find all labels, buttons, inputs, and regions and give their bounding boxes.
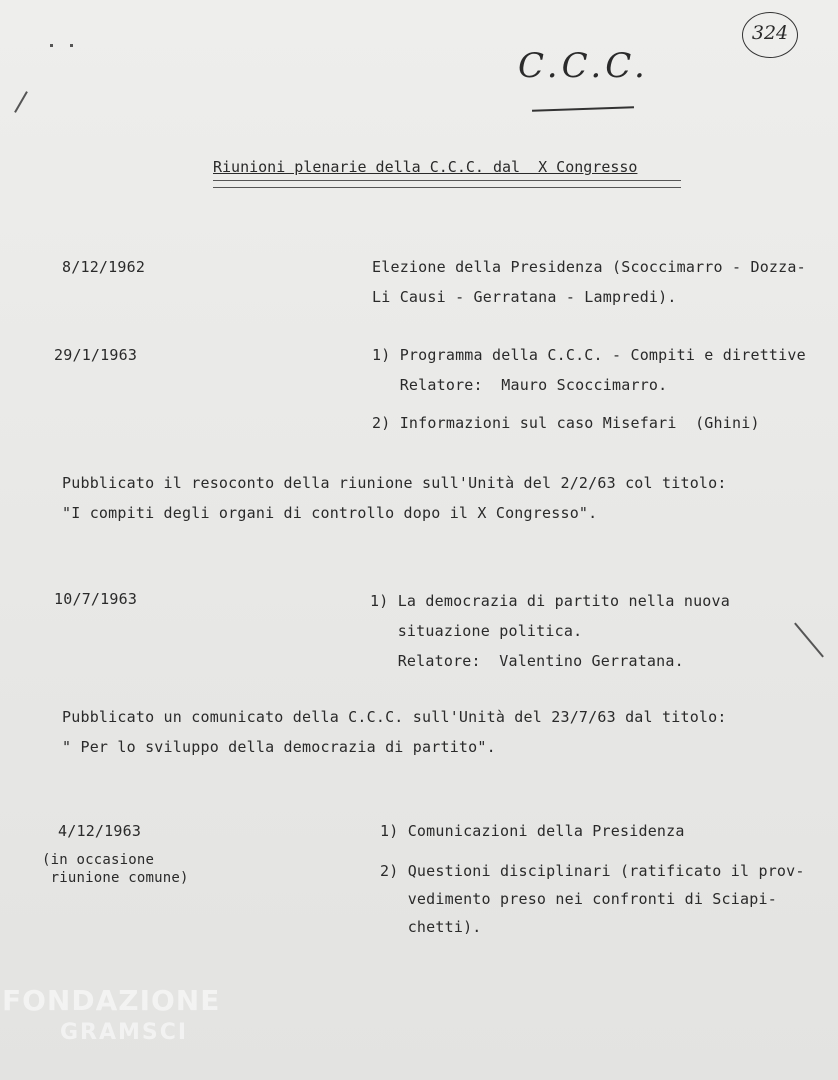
handwritten-underline: [532, 106, 634, 112]
page-title: Riunioni plenarie della C.C.C. dal X Congresso: [213, 158, 638, 176]
entry-line: Li Causi - Gerratana - Lampredi).: [372, 288, 677, 306]
entry-line: 2) Questioni disciplinari (ratificato il prov-: [380, 862, 805, 880]
entry-note: " Per lo sviluppo della democrazia di partito".: [62, 738, 496, 756]
entry-note: Pubblicato un comunicato della C.C.C. sull'Unità del 23/7/63 dal titolo:: [62, 708, 727, 726]
watermark-logo: FONDAZIONE: [2, 984, 221, 1017]
entry-note: "I compiti degli organi di controllo dopo il X Congresso".: [62, 504, 598, 522]
entry-date-note: riunione comune): [42, 870, 189, 886]
ink-mark: [794, 623, 824, 658]
watermark-logo-sub: GRAMSCI: [60, 1020, 189, 1045]
ink-mark: [70, 44, 73, 47]
entry-date-note: (in occasione: [42, 852, 155, 868]
entry-line: vedimento preso nei confronti di Sciapi-: [380, 890, 777, 908]
entry-date: 4/12/1963: [58, 822, 142, 840]
title-double-underline: [213, 180, 681, 188]
entry-line: chetti).: [380, 918, 482, 936]
entry-line: Relatore: Mauro Scoccimarro.: [372, 376, 668, 394]
entry-line: 2) Informazioni sul caso Misefari (Ghini): [372, 414, 760, 432]
entry-date: 10/7/1963: [54, 590, 138, 608]
entry-note: Pubblicato il resoconto della riunione sull'Unità del 2/2/63 col titolo:: [62, 474, 727, 492]
entry-date: 8/12/1962: [62, 258, 146, 276]
ink-mark: [14, 91, 28, 113]
entry-line: Relatore: Valentino Gerratana.: [370, 652, 684, 670]
entry-line: situazione politica.: [370, 622, 583, 640]
archive-number: 324: [751, 22, 789, 44]
entry-line: Elezione della Presidenza (Scoccimarro - Dozza-: [372, 258, 806, 276]
entry-line: 1) Programma della C.C.C. - Compiti e direttive: [372, 346, 806, 364]
entry-line: 1) Comunicazioni della Presidenza: [380, 822, 685, 840]
handwritten-title: C.C.C.: [518, 46, 649, 86]
entry-line: 1) La democrazia di partito nella nuova: [370, 592, 730, 610]
entry-date: 29/1/1963: [54, 346, 138, 364]
ink-mark: [50, 44, 53, 47]
